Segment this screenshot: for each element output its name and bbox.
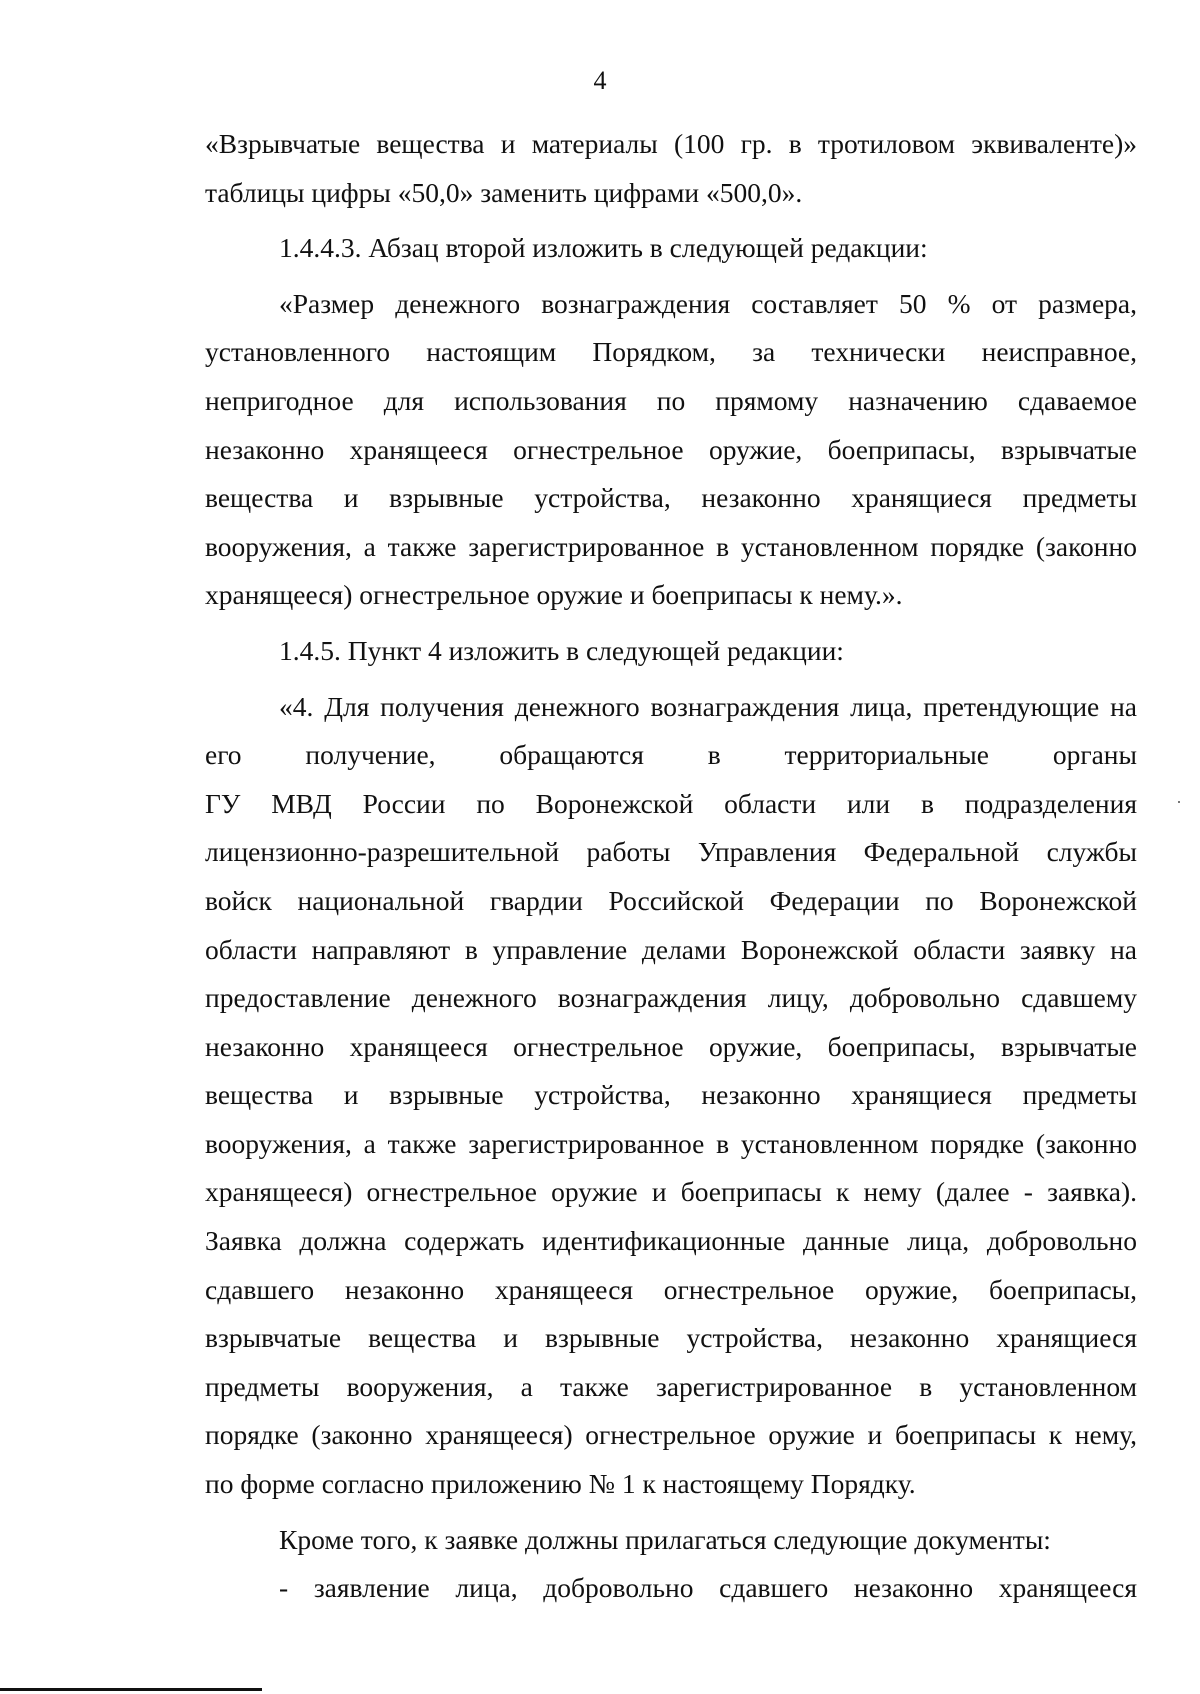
text-line: хранящееся) огнестрельное оружие и боеприпасы к нему (далее - заявка). xyxy=(205,1176,1137,1208)
text-line: порядке (законно хранящееся) огнестрельное оружие и боеприпасы к нему, xyxy=(205,1419,1137,1451)
text-line: его получение, обращаются в территориальные органы xyxy=(205,739,1137,771)
text-line: Кроме того, к заявке должны прилагаться следующие документы: xyxy=(279,1523,1051,1555)
text-line: «4. Для получения денежного вознаграждения лица, претендующие на xyxy=(279,690,1137,722)
text-line: вооружения, а также зарегистрированное в установленном порядке (законно xyxy=(205,1127,1137,1159)
text-line: таблицы цифры «50,0» заменить цифрами «500,0». xyxy=(205,176,803,208)
text-line: предметы вооружения, а также зарегистрированное в установленном xyxy=(205,1370,1137,1402)
text-line: вещества и взрывные устройства, незаконно хранящиеся предметы xyxy=(205,482,1137,514)
text-line: «Размер денежного вознаграждения составляет 50 % от размера, xyxy=(279,287,1137,319)
bottom-rule xyxy=(0,1688,262,1691)
text-line: сдавшего незаконно хранящееся огнестрельное оружие, боеприпасы, xyxy=(205,1273,1137,1305)
page-number: 4 xyxy=(593,66,607,95)
text-line: войск национальной гвардии Российской Федерации по Воронежской xyxy=(205,884,1137,916)
text-line: области направляют в управление делами Воронежской области заявку на xyxy=(205,933,1137,965)
text-line: по форме согласно приложению № 1 к настоящему Порядку. xyxy=(205,1468,916,1500)
text-line: установленного настоящим Порядком, за технически неисправное, xyxy=(205,336,1137,368)
text-line: непригодное для использования по прямому назначению сдаваемое xyxy=(205,384,1137,416)
scan-artifact xyxy=(1178,801,1180,803)
text-line: лицензионно-разрешительной работы Управления Федеральной службы xyxy=(205,836,1137,868)
text-line: «Взрывчатые вещества и материалы (100 гр. в тротиловом эквиваленте)» xyxy=(205,128,1137,159)
text-line: ГУ МВД России по Воронежской области или в подразделения xyxy=(205,787,1137,819)
text-line: предоставление денежного вознаграждения лицу, добровольно сдавшему xyxy=(205,982,1137,1014)
section-heading: 1.4.4.3. Абзац второй изложить в следующей редакции: xyxy=(279,232,928,264)
text-line: хранящееся) огнестрельное оружие и боеприпасы к нему.». xyxy=(205,579,903,611)
document-body xyxy=(205,120,1137,1613)
text-line: вещества и взрывные устройства, незаконно хранящиеся предметы xyxy=(205,1079,1137,1111)
text-line: Заявка должна содержать идентификационные данные лица, добровольно xyxy=(205,1225,1137,1257)
text-line: взрывчатые вещества и взрывные устройства, незаконно хранящиеся xyxy=(205,1322,1137,1354)
text-line: незаконно хранящееся огнестрельное оружие, боеприпасы, взрывчатые xyxy=(205,433,1137,465)
text-line: вооружения, а также зарегистрированное в установленном порядке (законно xyxy=(205,530,1137,562)
list-item: - заявление лица, добровольно сдавшего незаконно хранящееся xyxy=(279,1572,1137,1604)
section-heading: 1.4.5. Пункт 4 изложить в следующей редакции: xyxy=(279,634,844,666)
text-line: незаконно хранящееся огнестрельное оружие, боеприпасы, взрывчатые xyxy=(205,1030,1137,1062)
